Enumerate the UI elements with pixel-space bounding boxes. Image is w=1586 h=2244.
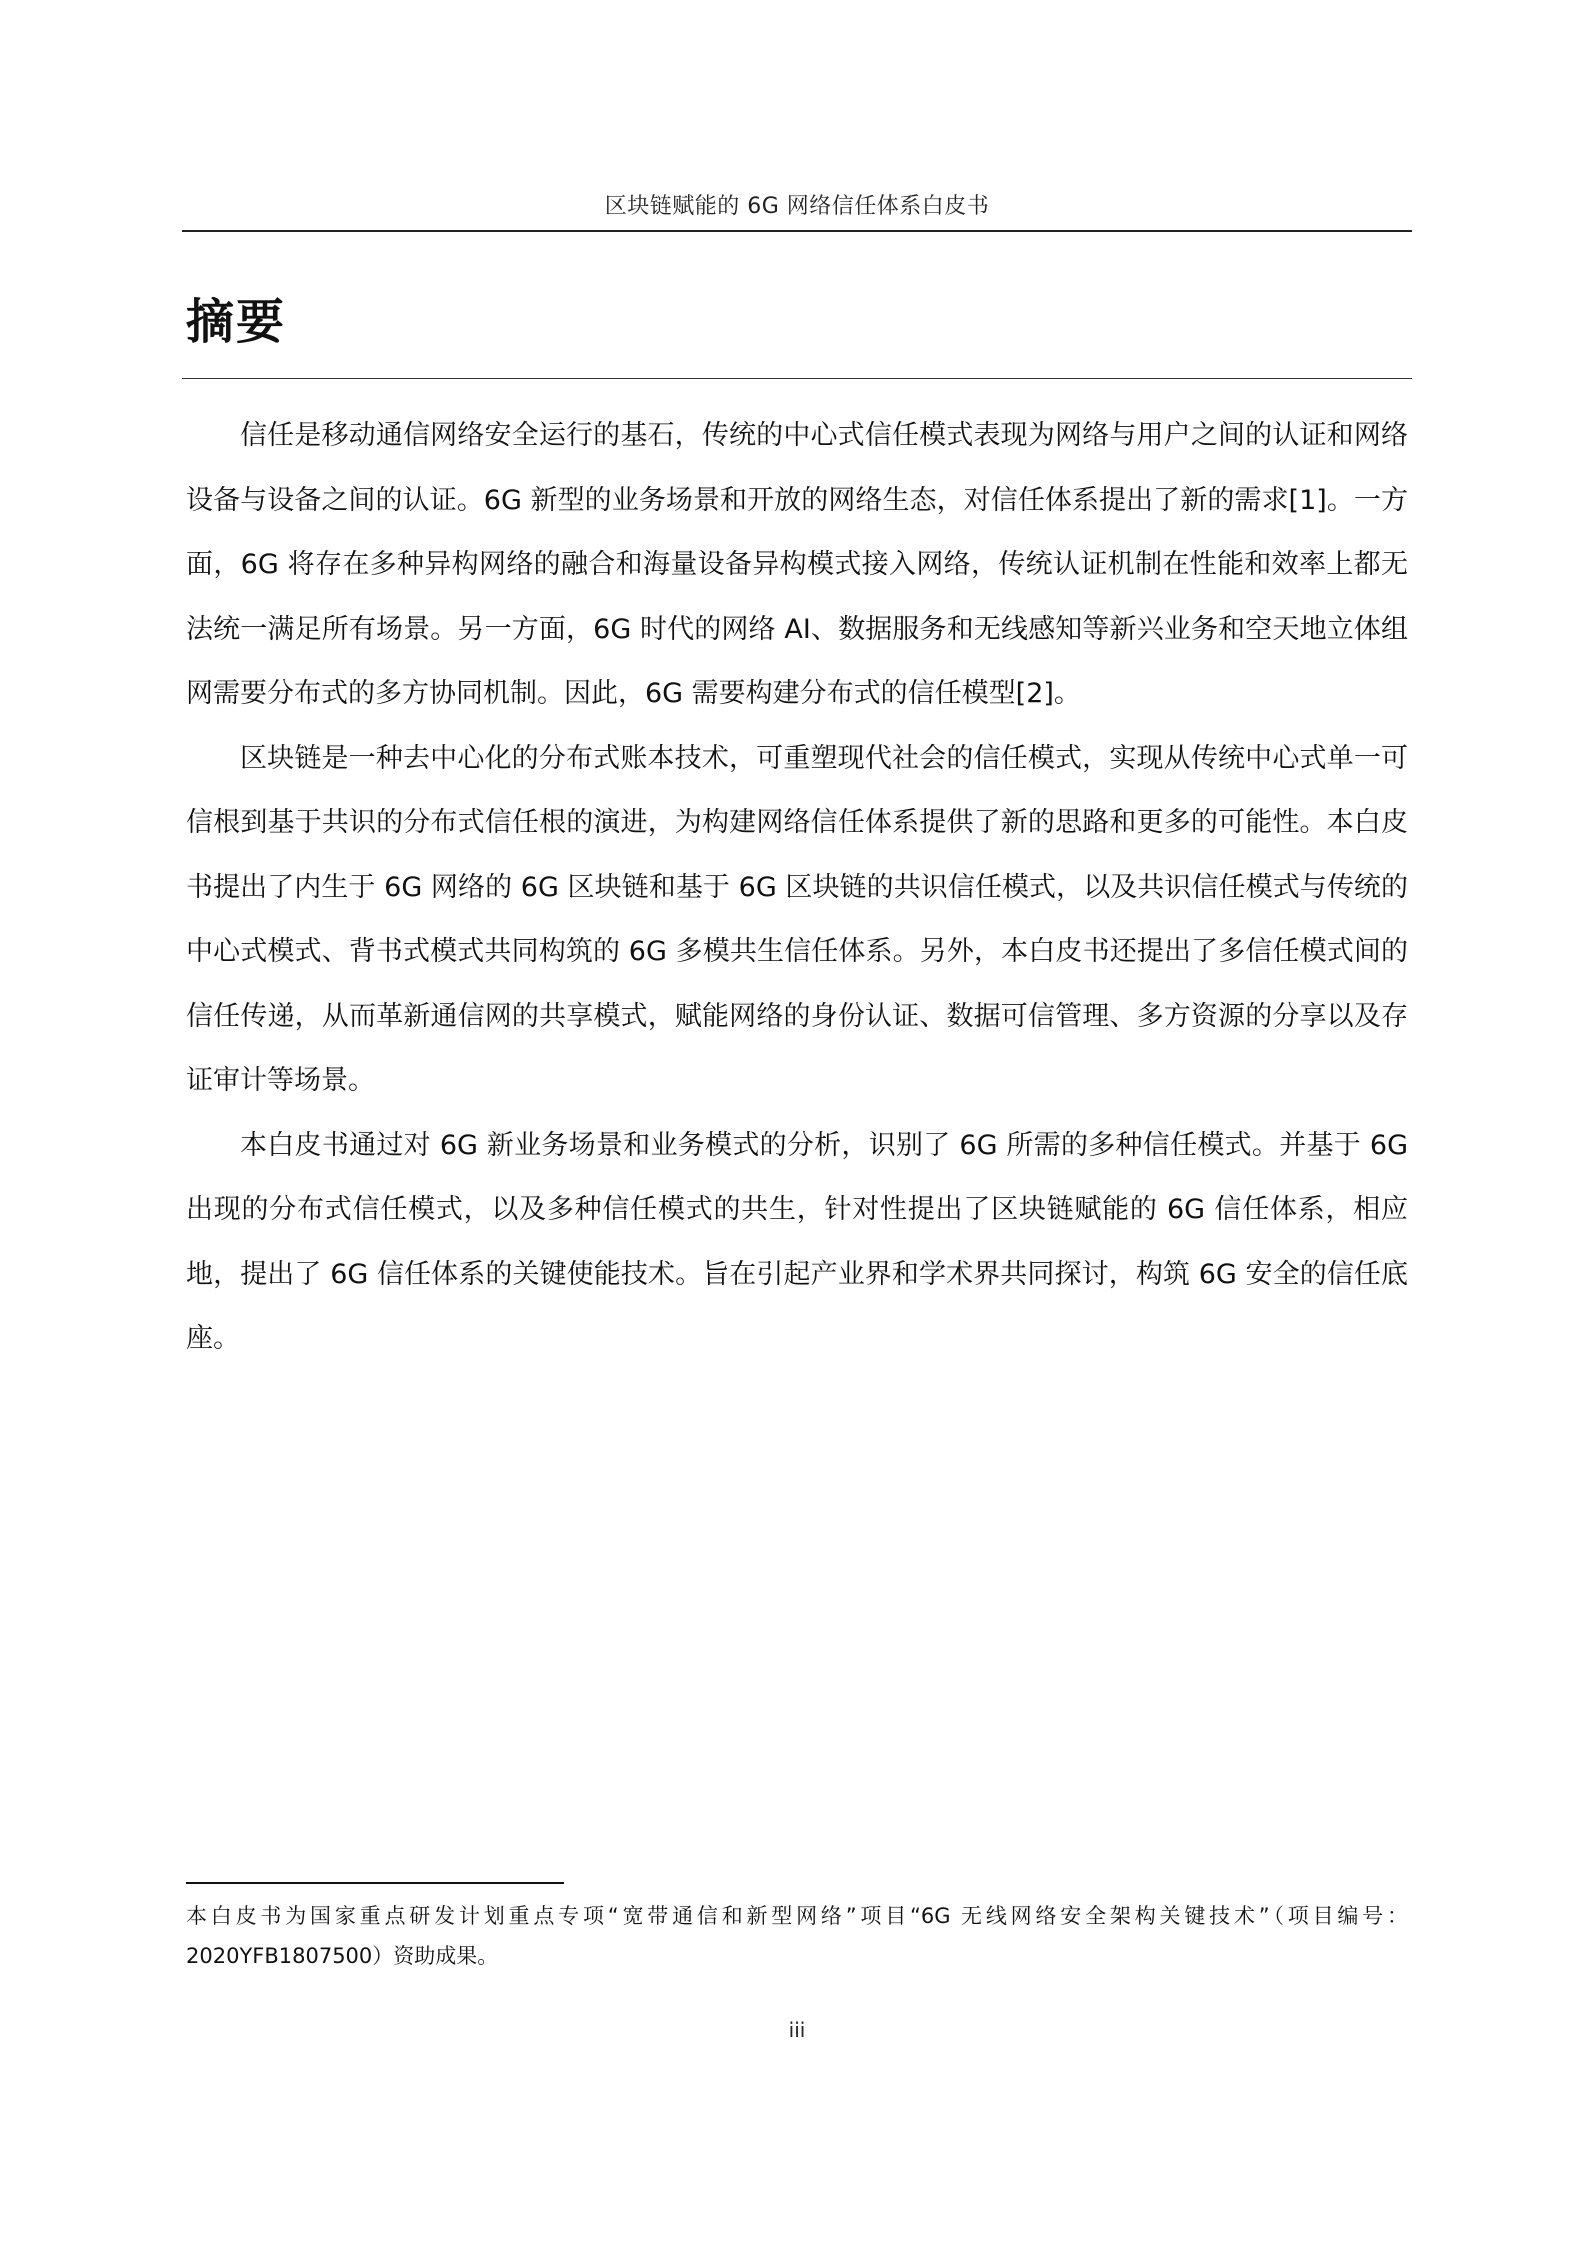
page-number: iii [788, 2018, 806, 2042]
footnote-divider [186, 1882, 564, 1884]
header-divider [182, 230, 1412, 232]
paragraph: 本白皮书通过对 6G 新业务场景和业务模式的分析，识别了 6G 所需的多种信任模式。并基于 6G 出现的分布式信任模式，以及多种信任模式的共生，针对性提出了区块链赋能的 6G 信任体系，相应地，提出了 6G 信任体系的关键使能技术。旨在引起产业界和学术界共同探讨，构筑 6G 安全的信任底座。 [186, 1129, 1408, 1354]
title-divider [182, 378, 1412, 379]
running-header: 区块链赋能的 6G 网络信任体系白皮书 [604, 194, 990, 219]
paragraph: 区块链是一种去中心化的分布式账本技术，可重塑现代社会的信任模式，实现从传统中心式单一可信根到基于共识的分布式信任根的演进，为构建网络信任体系提供了新的思路和更多的可能性。本白皮书提出了内生于 6G 网络的 6G 区块链和基于 6G 区块链的共识信任模式，以及共识信任模式与传统的中心式模式、背书式模式共同构筑的 6G 多模共生信任体系。另外，本白皮书还提出了多信任模式间的信任传递，从而革新通信网的共享模式，赋能网络的身份认证、数据可信管理、多方资源的分享以及存证审计等场景。 [186, 742, 1408, 1096]
paragraph: 信任是移动通信网络安全运行的基石，传统的中心式信任模式表现为网络与用户之间的认证和网络设备与设备之间的认证。6G 新型的业务场景和开放的网络生态，对信任体系提出了新的需求[1]。一方面，6G 将存在多种异构网络的融合和海量设备异构模式接入网络，传统认证机制在性能和效率上都无法统一满足所有场景。另一方面，6G 时代的网络 AI、数据服务和无线感知等新兴业务和空天地立体组网需要分布式的多方协同机制。因此，6G 需要构建分布式的信任模型[2]。 [186, 420, 1408, 709]
section-title: 摘要 [186, 294, 287, 350]
abstract-body [186, 404, 1408, 1372]
footnote: 本白皮书为国家重点研发计划重点专项“宽带通信和新型网络”项目“6G 无线网络安全架构关键技术”（项目编号：2020YFB1807500）资助成果。 [186, 1904, 1408, 1968]
